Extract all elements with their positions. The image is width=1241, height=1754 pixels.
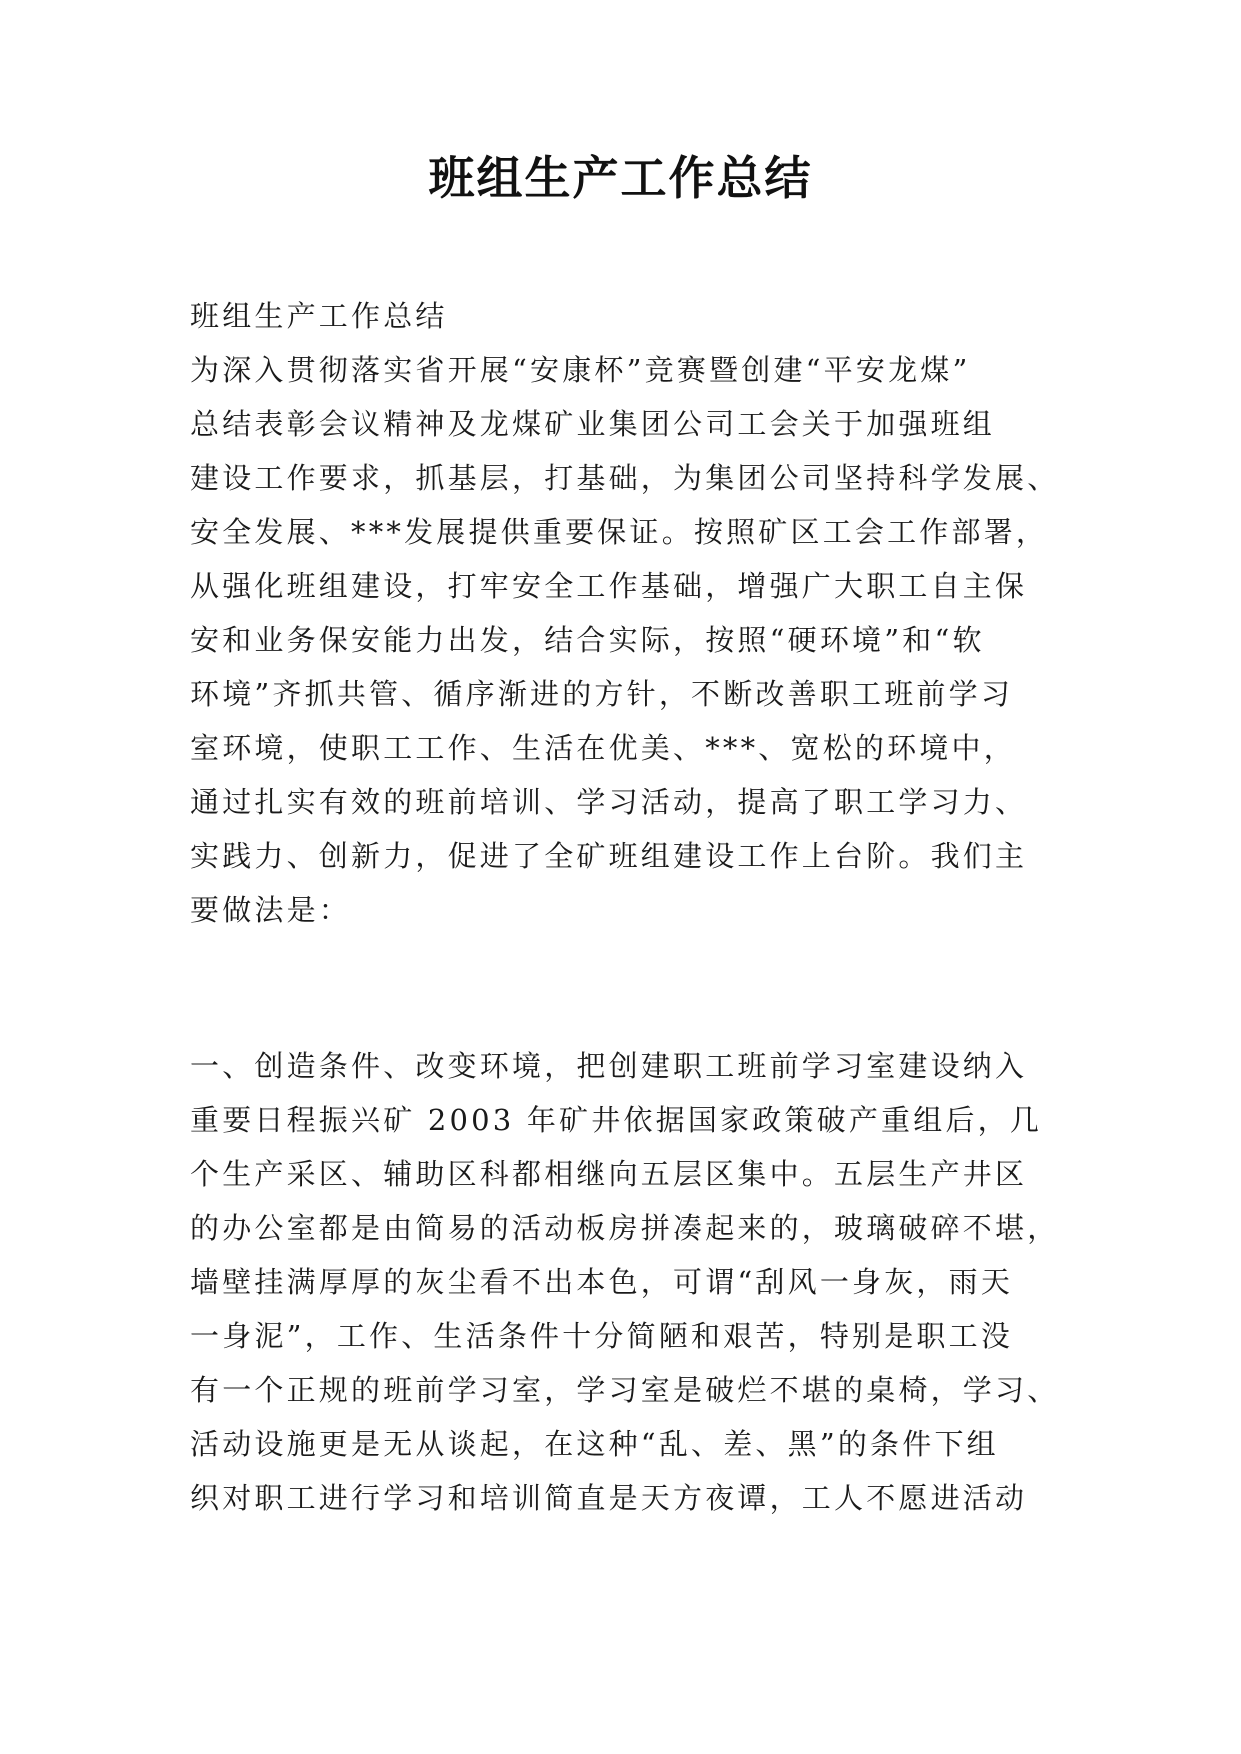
text-line: 活动设施更是无从谈起，在这种“乱、差、黑”的条件下组: [190, 1427, 999, 1461]
text-line: 总结表彰会议精神及龙煤矿业集团公司工会关于加强班组: [190, 407, 996, 441]
text-line: 实践力、创新力，促进了全矿班组建设工作上台阶。我们主: [190, 839, 1028, 873]
text-line: 一身泥”，工作、生活条件十分简陋和艰苦，特别是职工没: [190, 1319, 1014, 1353]
text-line: 重要日程振兴矿 2003 年矿井依据国家政策破产重组后，几: [190, 1103, 1043, 1137]
text-line: 通过扎实有效的班前培训、学习活动，提高了职工学习力、: [190, 785, 1028, 819]
text-line: 环境”齐抓共管、循序渐进的方针，不断改善职工班前学习: [190, 677, 1014, 711]
text-line: 室环境，使职工工作、生活在优美、***、宽松的环境中，: [190, 731, 1016, 765]
subtitle-line: 班组生产工作总结: [190, 299, 448, 333]
text-line: 建设工作要求，抓基层，打基础，为集团公司坚持科学发展、: [190, 461, 1060, 495]
text-line: 要做法是：: [190, 893, 352, 927]
text-line: 墙壁挂满厚厚的灰尘看不出本色，可谓“刮风一身灰，雨天: [190, 1265, 1014, 1299]
text-line: 安全发展、***发展提供重要保证。按照矿区工会工作部署，: [190, 515, 1049, 549]
text-line: 有一个正规的班前学习室，学习室是破烂不堪的桌椅，学习、: [190, 1373, 1060, 1407]
text-line: 织对职工进行学习和培训简直是天方夜谭，工人不愿进活动: [190, 1481, 1028, 1515]
text-line: 个生产采区、辅助区科都相继向五层区集中。五层生产井区: [190, 1157, 1028, 1191]
text-line: 安和业务保安能力出发，结合实际，按照“硬环境”和“软: [190, 623, 985, 657]
text-line: 一、创造条件、改变环境，把创建职工班前学习室建设纳入: [190, 1049, 1028, 1083]
document-title: 班组生产工作总结: [428, 151, 813, 205]
text-line: 为深入贯彻落实省开展“安康杯”竞赛暨创建“平安龙煤”: [190, 353, 971, 387]
text-line: 的办公室都是由简易的活动板房拼凑起来的，玻璃破碎不堪，: [190, 1211, 1060, 1245]
text-line: 从强化班组建设，打牢安全工作基础，增强广大职工自主保: [190, 569, 1028, 603]
